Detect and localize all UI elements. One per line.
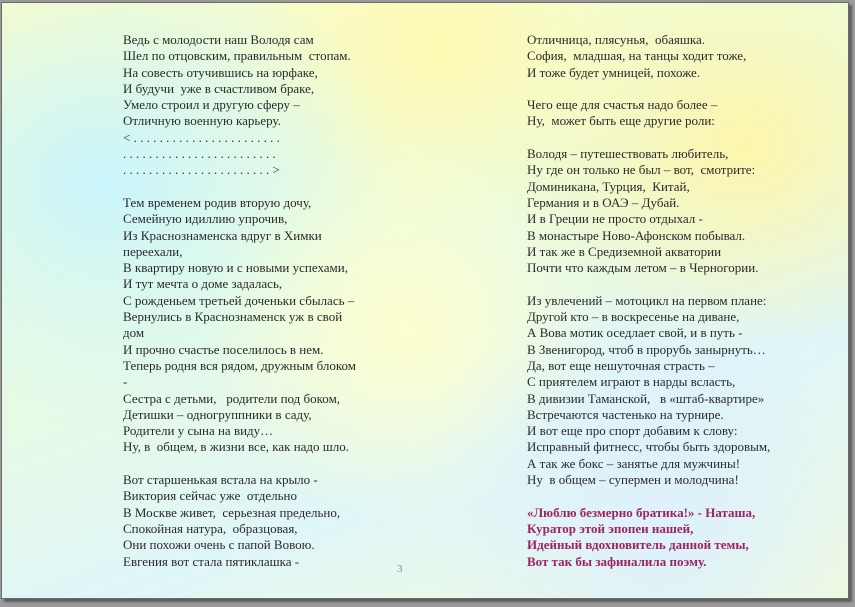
- stanza-gap: [123, 179, 393, 195]
- poem-line: Шел по отцовским, правильным стопам.: [123, 48, 351, 64]
- poem-line: Отличница, плясунья, обаяшка.: [527, 32, 706, 47]
- stanza-gap: [527, 81, 827, 97]
- poem-line: Из увлечений – мотоцикл на первом плане:: [527, 292, 767, 308]
- poem-line: Встречаются частенько на турнире.: [527, 406, 724, 422]
- poem-line: А так же бокс – занятье для мужчины!: [527, 455, 741, 471]
- stanza-gap: [527, 276, 827, 292]
- poem-line: Доминикана, Турция, Китай,: [527, 178, 690, 194]
- poem-line: Вот старшенькая встала на крыло -: [123, 472, 318, 488]
- poem-line: В Москве живет, серьезная предельно,: [123, 504, 341, 520]
- poem-line: Спокойная натура, образцовая,: [123, 520, 298, 536]
- stanza-gap: [527, 130, 827, 146]
- poem-line: < . . . . . . . . . . . . . . . . . . . . . . .: [123, 129, 280, 145]
- poem-line: Другой кто – в воскресенье на диване,: [527, 309, 740, 325]
- poem-line: Отличную военную карьеру.: [123, 113, 281, 129]
- poem-line: В монастыре Ново-Афонском побывал.: [527, 227, 746, 243]
- document-page: [1, 2, 849, 599]
- poem-line: А Вова мотик оседлает свой, и в путь -: [527, 325, 743, 341]
- poem-line: Чего еще для счастья надо более –: [527, 97, 718, 113]
- poem-line: В Звенигород, чтоб в прорубь занырнуть…: [527, 341, 766, 357]
- poem-line: Тем временем родив вторую дочу,: [123, 194, 312, 210]
- poem-line: Сестра с детьми, родители под боком,: [123, 390, 341, 406]
- poem-line: дом: [123, 325, 145, 341]
- poem-line: И прочно счастье поселилось в нем.: [123, 341, 324, 357]
- poem-line: Ну где он только не был – вот, смотрите:: [527, 162, 756, 178]
- poem-line: И будучи уже в счастливом браке,: [123, 80, 315, 96]
- poem-line: Родители у сына на виду…: [123, 423, 274, 439]
- poem-line: Семейную идиллию упрочив,: [123, 211, 288, 227]
- poem-line: И тоже будет умницей, похоже.: [527, 64, 701, 80]
- poem-line: И в Греции не просто отдыхал -: [527, 211, 703, 227]
- left-text-column: [123, 32, 393, 570]
- poem-line: И тут мечта о доме задалась,: [123, 276, 283, 292]
- poem-line: Германия и в ОАЭ – Дубай.: [527, 194, 680, 210]
- poem-line: -: [123, 374, 128, 390]
- poem-line: Да, вот еще нешуточная страсть –: [527, 357, 715, 373]
- closing-line: Идейный вдохновитель данной темы,: [527, 537, 749, 553]
- closing-line: Куратор этой эпопеи нашей,: [527, 520, 694, 536]
- poem-line: Володя – путешествовать любитель,: [527, 146, 729, 162]
- poem-line: И так же в Средиземной акватории: [527, 243, 722, 259]
- poem-line: Умело строил и другую сферу –: [123, 97, 300, 113]
- poem-line: Ну, может быть еще другие роли:: [527, 113, 715, 129]
- poem-line: Ну в общем – супермен и молодчина!: [527, 472, 739, 488]
- poem-line: Ведь с молодости наш Володя сам: [123, 32, 314, 47]
- poem-line: Почти что каждым летом – в Черногории.: [527, 260, 759, 276]
- poem-line: Теперь родня вся рядом, дружным блоком: [123, 357, 357, 373]
- poem-line: Ну, в общем, в жизни все, как надо шло.: [123, 439, 350, 455]
- poem-line: . . . . . . . . . . . . . . . . . . . . . . . >: [123, 162, 280, 178]
- poem-line: В квартиру новую и с новыми успехами,: [123, 260, 348, 276]
- poem-line: Из Краснознаменска вдруг в Химки: [123, 227, 322, 243]
- poem-line: Вернулись в Краснознаменск уж в свой: [123, 309, 343, 325]
- poem-line: София, младшая, на танцы ходит тоже,: [527, 48, 747, 64]
- closing-line: Вот так бы зафиналила поэму.: [527, 553, 707, 569]
- poem-line: переехали,: [123, 243, 183, 259]
- page-number: 3: [397, 563, 403, 575]
- poem-line: В дивизии Таманской, в «штаб-квартире»: [527, 390, 765, 406]
- right-text-column: [527, 32, 827, 570]
- poem-line: Евгения вот стала пятиклашка -: [123, 553, 300, 569]
- poem-line: И вот еще про спорт добавим к слову:: [527, 423, 738, 439]
- stanza-gap: [123, 456, 393, 472]
- poem-line: С рожденьем третьей доченьки сбылась –: [123, 292, 355, 308]
- poem-line: Они похожи очень с папой Вовою.: [123, 537, 315, 553]
- poem-line: Детишки – одногруппники в саду,: [123, 406, 312, 422]
- poem-line: . . . . . . . . . . . . . . . . . . . . . . . .: [123, 146, 276, 162]
- closing-line: «Люблю безмерно братика!» - Наташа,: [527, 504, 756, 520]
- poem-line: Виктория сейчас уже отдельно: [123, 488, 297, 504]
- poem-line: С приятелем играют в нарды всласть,: [527, 374, 736, 390]
- poem-line: Исправный фитнесс, чтобы быть здоровым,: [527, 439, 771, 455]
- stanza-gap: [527, 488, 827, 504]
- poem-line: На совесть отучившись на юрфаке,: [123, 64, 318, 80]
